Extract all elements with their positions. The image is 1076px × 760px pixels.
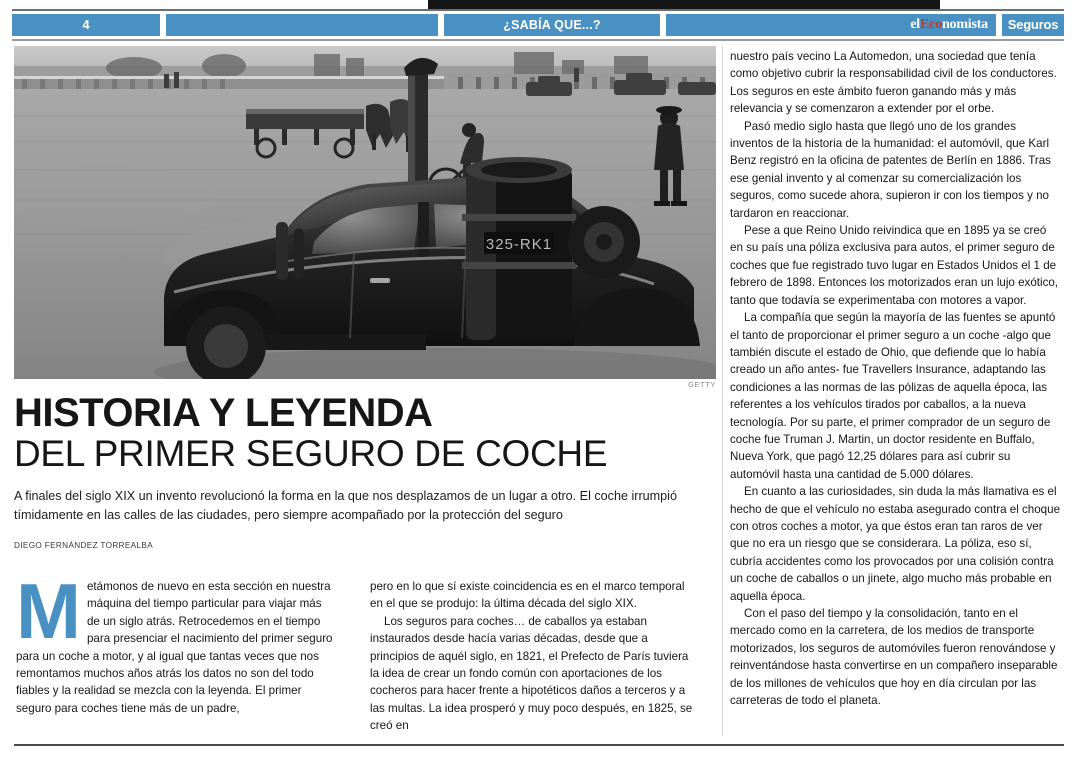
article-byline: DIEGO FERNÁNDEZ TORREALBA	[14, 541, 154, 550]
page-edge-black-bar	[428, 0, 940, 9]
main-column	[14, 46, 716, 379]
body-paragraph: Pasó medio siglo hasta que llegó uno de los grandes inventos de la historia de la humanidad: el automóvil, que Karl Benz registró en la oficina de patentes de Berlín en 1886. Tras ese genial invento y al comenzar su comercialización los seguros, como sucede ahora, supieron ir con los tiempos y no tardaron en reaccionar.	[730, 119, 1051, 220]
page-number-bar	[12, 14, 160, 36]
body-column-3	[730, 48, 1062, 709]
section-label-bar	[444, 14, 660, 36]
body-column-2	[370, 578, 698, 735]
body-paragraph: Pese a que Reino Unido reivindica que en 1895 ya se creó en su país una póliza exclusiva para autos, el primer seguro de coches que fue registrado tuvo lugar en Estados Unidos el 1 de febrero de 1898. Entonces los motorizados eran un lujo exótico, tanto que todavía se experimentaba con motores a vapor.	[730, 224, 1059, 307]
headline-block	[14, 392, 716, 474]
page-left-margin	[0, 0, 3, 760]
header-top-rule	[12, 9, 1064, 11]
page-footer-rule	[14, 744, 1064, 746]
body-paragraph: nuestro país vecino La Automedon, una sociedad que tenía como objetivo cubrir la responsabilidad civil de los conductores. Los seguros en este ámbito fueron ganando más y más relevancia y se comenzaron a extender por el orbe.	[730, 50, 1057, 116]
supplement-name-bar	[1002, 14, 1064, 36]
photo-gas-generator	[462, 157, 576, 340]
header-filler-bar-left	[166, 14, 438, 36]
header-band	[12, 14, 1064, 36]
section-label: ¿SABÍA QUE...?	[503, 18, 601, 32]
body-paragraph: Con el paso del tiempo y la consolidación, tanto en el mercado como en la carretera, de los medios de transporte motorizados, los seguros de automóviles fueron renovándose y reinventándose hasta convertirse en un compañero inseparable de los millones de vehículos que hoy en día circulan por las carreteras de todo el planeta.	[730, 607, 1058, 708]
masthead-prefix: el	[910, 17, 920, 32]
headline-primary: HISTORIA Y LEYENDA	[14, 391, 433, 435]
masthead-suffix: nomista	[941, 17, 988, 32]
drop-cap: M	[16, 567, 81, 655]
body-paragraph-text: etámonos de nuevo en esta sección en nuestra máquina del tiempo particular para viajar más de un siglo atrás. Retrocedemos en el tiempo para presenciar el nacimiento del primer seguro para un coche a motor, y al igual que tantas veces que nos remontamos muchos años atrás los datos no son del todo fiables y la realidad se mezcla con la leyenda. El primer seguro para coches tiene más de un padre,	[16, 580, 333, 715]
svg-text:325-RK1: 325-RK1	[485, 236, 553, 253]
header-bottom-rule	[12, 39, 1064, 41]
column-divider	[722, 46, 723, 736]
page-number: 4	[82, 17, 90, 32]
body-paragraph: La compañía que según la mayoría de las fuentes se apuntó el tanto de proporcionar el primer seguro a un coche -algo que también discute el estado de Ohio, que defiende que lo había creado un año antes- fue Travellers Insurance, adaptando las condiciones a las normas de las pólizas de aquella época, las referentes a los vehículos tirados por caballos, a la nueva tecnología. Por su parte, el primer comprador de un seguro de coche fue Truman J. Martin, un doctor residente en Buffalo, Nueva York, que pagó 12,25 dólares para así cubrir su automóvil hasta una cantidad de 5.000 dólares.	[730, 311, 1056, 481]
photo-credit: GETTY	[687, 380, 716, 389]
body-paragraph: Los seguros para coches… de caballos ya estaban instaurados desde hacía varias décadas, desde que a principios de aquél siglo, en 1821, el Prefecto de París tuviera la idea de crear un fondo común con aportaciones de los cocheros para hacer frente a hipotéticos daños a terceros y a las multas. La idea prosperó y muy poco después, en 1825, se creó en	[370, 614, 693, 733]
headline-secondary: DEL PRIMER SEGURO DE COCHE	[14, 433, 608, 474]
masthead-accent: Eco	[919, 17, 942, 32]
body-paragraph	[16, 567, 336, 717]
body-column-1	[16, 567, 336, 717]
article-photo	[14, 46, 716, 379]
supplement-name: Seguros	[1007, 17, 1059, 32]
body-paragraph: En cuanto a las curiosidades, sin duda la más llamativa es el hecho de que el vehículo no estaba asegurado contra el choque con otros coches a motor, ya que éstos eran tan raros de ver que no era un riesgo que se considerara. La póliza, eso sí, cubría accidentes como los provocados por una colisión contra un coche de caballos o un jinete, algo mucho más probable en aquella época.	[730, 485, 1061, 603]
masthead-bar	[666, 14, 996, 36]
masthead-logo	[910, 14, 988, 36]
body-paragraph: pero en lo que sí existe coincidencia es en el marco temporal en el que se produjo: la última década del siglo XIX.	[370, 580, 685, 611]
photo-illustration	[14, 46, 716, 379]
article-standfirst: A finales del siglo XIX un invento revolucionó la forma en la que nos desplazamos de un lugar a otro. El coche irrumpió tímidamente en las calles de las ciudades, pero siempre acompañado por la protección del seguro	[14, 489, 677, 522]
